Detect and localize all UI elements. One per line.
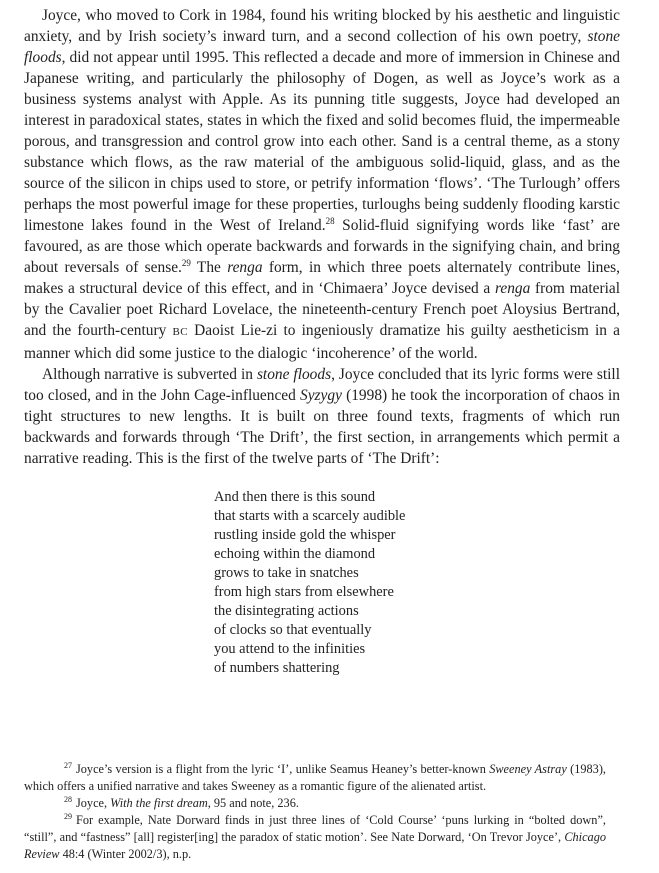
book-page <box>24 5 620 678</box>
footnote-marker: 27 <box>64 760 72 770</box>
body-paragraph <box>24 5 620 364</box>
poem-line: you attend to the infinities <box>214 641 366 657</box>
italic-text: Chicago Review <box>24 830 606 861</box>
italic-text: Syzygy <box>300 387 342 404</box>
poem-excerpt <box>214 488 620 678</box>
body-paragraph <box>24 364 620 469</box>
footnote-marker: 29 <box>64 811 72 821</box>
italic-text: stone floods <box>256 366 332 383</box>
text-run: (1983), which offers a unified narrative and takes Sweeney as a romantic figure of the alienated artist. <box>24 762 606 793</box>
footnote <box>24 812 606 863</box>
italic-text: renga <box>494 280 531 297</box>
text-run: The <box>190 259 228 276</box>
text-run: from material by the Cavalier poet Richard Lovelace, the nineteenth-century French poet Aloysius Bertrand, and the fourth-century <box>24 280 620 339</box>
footnote-marker: 28 <box>64 794 72 804</box>
poem-line: from high stars from elsewhere <box>214 584 394 600</box>
text-run: , did not appear until 1995. This reflected a decade and more of immersion in Chinese and Japanese writing, and particularly the philosophy of Dogen, as well as Joyce’s work as a business systems analyst with Apple. As its punning title suggests, Joyce had developed an interest in paradoxical states, states in which the fixed and solid becomes fluid, the impermeable porous, and transgression and control grow into each other. Sand is a central theme, as a stony substance which flows, as the raw material of the ambiguous solid-liquid, glass, and as the source of the silicon in chips used to store, or petrify information ‘flows’. ‘The Turlough’ offers perhaps the most powerful image for these properties, turloughs being suddenly flooding karstic limestone lakes found in the West of Ireland. <box>24 49 620 234</box>
text-run: Solid-fluid signifying words like ‘fast’ are favoured, as are those which operate backwards and forwards in the signifying chain, and bring about reversals of sense. <box>24 217 620 276</box>
text-run: (1998) he took the incorporation of chaos in tight structures to new lengths. It is built on three found texts, fragments of which run backwards and forwards through ‘The Drift’, the first section, in arrangements which permit a narrative reading. This is the first of the twelve parts of ‘The Drift’: <box>24 387 620 467</box>
text-run: , 95 and note, 236. <box>207 796 299 810</box>
text-run: For example, Nate Dorward finds in just three lines of ‘Cold Course’ ‘puns lurking in “bolted down”, “still”, and “fastness” [all] register[ing] the paradox of static motion’. See Nate Dorward, ‘On Trevor Joyce’, <box>24 813 606 844</box>
italic-text: renga <box>227 259 263 276</box>
text-run: form, in which three poets alternately contribute lines, makes a structural device of this effect, and in ‘Chimaera’ Joyce devised a <box>24 259 620 297</box>
footnote <box>24 795 606 812</box>
poem-line: And then there is this sound <box>214 489 376 505</box>
italic-text: stone floods <box>24 28 620 66</box>
small-caps-text: BC <box>172 326 188 338</box>
poem-line: grows to take in snatches <box>214 565 359 581</box>
poem-line: echoing within the diamond <box>214 546 376 562</box>
italic-text: With the first dream <box>110 796 208 810</box>
footnote-marker: 29 <box>181 257 191 268</box>
text-run: , Joyce concluded that its lyric forms were still too closed, and in the John Cage-influenced <box>24 366 620 404</box>
text-run: Joyce, <box>76 796 111 810</box>
text-run: Daoist Lie-zi to ingeniously dramatize his guilty aestheticism in a manner which did some justice to the dialogic ‘incoherence’ of the world. <box>24 322 620 362</box>
text-run: 48:4 (Winter 2002/3), n.p. <box>59 847 192 861</box>
footnote-marker: 28 <box>325 215 335 226</box>
text-run: Joyce’s version is a flight from the lyric ‘I’, unlike Seamus Heaney’s better-known <box>76 762 490 776</box>
poem-line: rustling inside gold the whisper <box>214 527 396 543</box>
poem-line: the disintegrating actions <box>214 603 359 619</box>
italic-text: Sweeney Astray <box>489 762 567 776</box>
poem-line: of numbers shattering <box>214 660 340 676</box>
text-run: Although narrative is subverted in <box>42 366 257 383</box>
text-run: Joyce, who moved to Cork in 1984, found his writing blocked by his aesthetic and linguistic anxiety, and by Irish society’s inward turn, and a second collection of his own poetry, <box>24 7 620 45</box>
poem-line: that starts with a scarcely audible <box>214 508 406 524</box>
footnotes <box>24 761 606 863</box>
poem-line: of clocks so that eventually <box>214 622 372 638</box>
footnote <box>24 761 606 795</box>
